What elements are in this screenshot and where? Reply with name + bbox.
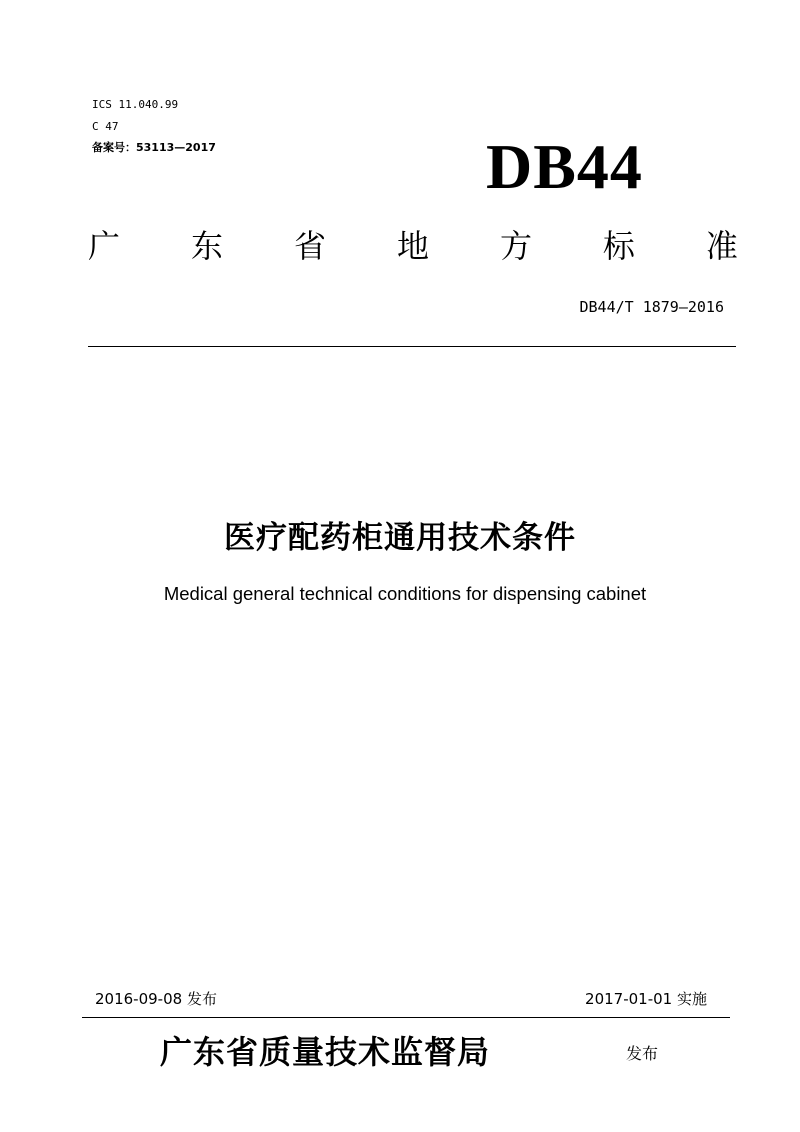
standard-type-char: 方	[499, 227, 532, 265]
standard-type-char: 地	[396, 227, 429, 265]
bottom-divider	[82, 1017, 730, 1018]
implement-date: 2017-01-01 实施	[585, 990, 707, 1008]
standard-number: DB44/T 1879—2016	[579, 298, 724, 316]
issuing-authority: 广东省质量技术监督局	[160, 1033, 491, 1071]
document-title-english: Medical general technical conditions for dispensing cabinet	[163, 583, 647, 604]
standard-type-char: 省	[293, 227, 326, 265]
document-title-chinese: 医疗配药柜通用技术条件	[224, 520, 576, 556]
ics-code: ICS 11.040.99	[92, 98, 179, 111]
publish-date: 2016-09-08 发布	[95, 990, 217, 1008]
standard-type-heading	[88, 220, 738, 268]
standard-type-char: 东	[190, 227, 223, 265]
standard-type-char: 准	[705, 227, 738, 265]
top-divider	[88, 346, 736, 347]
db44-logo: DB44	[486, 131, 643, 202]
ccs-code: C 47	[92, 120, 119, 133]
standard-type-char: 标	[602, 227, 635, 265]
standard-type-char: 广	[88, 227, 121, 265]
issue-action-label: 发布	[626, 1044, 659, 1063]
record-number: 备案号：53113—2017	[92, 141, 216, 154]
